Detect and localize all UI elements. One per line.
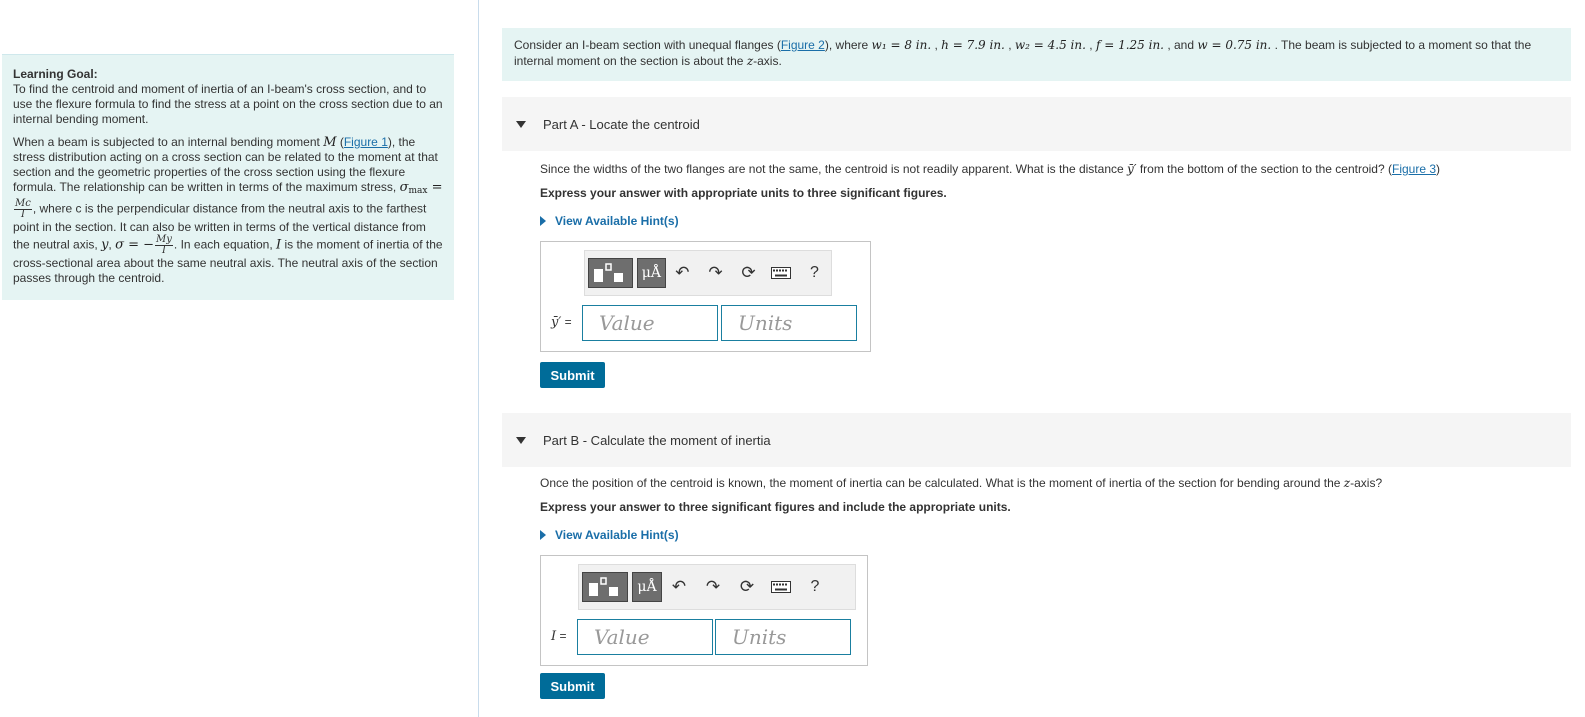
part-a-question: Since the widths of the two flanges are not the same, the centroid is not readily apparent. What is the distance ȳ′ from the bottom of the section to the centroid? (Figure 3) <box>540 162 1441 176</box>
templates-button[interactable] <box>588 258 633 288</box>
redo-icon[interactable]: ↷ <box>708 263 723 282</box>
column-divider <box>478 0 479 717</box>
w2-value: w₂ = 4.5 in. <box>1014 38 1086 52</box>
moment-symbol: M <box>323 135 337 150</box>
help-icon[interactable]: ? <box>810 578 820 595</box>
learning-goal-panel <box>2 54 454 300</box>
f-value: f = 1.25 in. <box>1095 38 1164 52</box>
intro-text: . The beam is subjected to a moment so that the internal moment on the section is about the <box>514 38 1532 68</box>
part-b-submit-button[interactable]: Submit <box>540 673 605 699</box>
ybar-symbol: ȳ′ <box>1127 162 1137 176</box>
part-b-header[interactable] <box>502 413 1571 467</box>
sigma-equation: σ = − <box>115 237 155 253</box>
equals-sign: = <box>427 180 443 195</box>
y-symbol: y <box>101 237 109 253</box>
reset-icon[interactable]: ⟳ <box>739 577 755 596</box>
goal-text-part: . In each equation, <box>173 237 276 252</box>
z-symbol: z <box>746 53 754 68</box>
intro-text: , <box>931 38 942 52</box>
part-b-instruction: Express your answer to three significant figures and include the appropriate units. <box>540 500 1011 514</box>
math-toolbar <box>578 564 856 610</box>
intro-text: ), where <box>824 38 872 52</box>
w1-value: w₁ = 8 in. <box>871 38 932 52</box>
part-a-instruction: Express your answer with appropriate units to three significant figures. <box>540 186 947 200</box>
part-b-question: Once the position of the centroid is known, the moment of inertia can be calculated. What is the moment of inertia of the section for bending around the z-axis? <box>540 476 1383 490</box>
collapse-triangle-icon[interactable] <box>516 121 526 128</box>
h-value: h = 7.9 in. <box>941 38 1005 52</box>
learning-goal-text: To find the centroid and moment of inertia of an I-beam's cross section, and to use the flexure formula to find the stress at a point on the cross section due to an internal bending moment. <box>13 82 443 126</box>
ybar-label: ȳ′ = <box>551 315 572 330</box>
expand-triangle-icon <box>540 216 546 226</box>
z-symbol: z <box>1343 476 1351 490</box>
part-a-hints-toggle[interactable]: View Available Hint(s) <box>540 214 679 228</box>
learning-goal-intro <box>13 67 443 127</box>
problem-intro <box>502 28 1571 81</box>
part-a-answer-box <box>540 241 871 352</box>
redo-icon[interactable]: ↷ <box>705 577 721 596</box>
goal-text-part: When a beam is subjected to an internal bending moment <box>13 135 324 149</box>
intro-text: , and <box>1164 38 1198 52</box>
value-input[interactable]: Value <box>577 619 713 655</box>
sigma-max-symbol: $\sigma_{max}$ <box>399 180 428 196</box>
part-a-submit-button[interactable]: Submit <box>540 362 605 388</box>
figure-3-link[interactable]: Figure 3 <box>1391 162 1437 176</box>
figure-2-link[interactable]: Figure 2 <box>780 38 825 52</box>
goal-text-part: , <box>108 237 116 252</box>
part-b-answer-box <box>540 555 868 666</box>
keyboard-icon[interactable] <box>765 258 798 288</box>
part-b-hints-toggle[interactable]: View Available Hint(s) <box>540 528 679 542</box>
goal-text-part: ), the stress distribution acting on a cross section can be related to the moment at that section and the geometric properties of the cross section using the flexure formula. The relationship can be written in terms of the maximum stress, <box>13 135 438 194</box>
reset-icon[interactable]: ⟳ <box>741 263 756 282</box>
intro-text: Consider an I-beam section with unequal flanges ( <box>514 38 781 52</box>
undo-icon[interactable]: ↶ <box>671 577 687 596</box>
w-value: w = 0.75 in. <box>1197 38 1272 52</box>
goal-text-part: , where c is the perpendicular distance from the neutral axis to the farthest point in the section. It can also be written in terms of the vertical distance from the neutral axis, <box>13 201 427 252</box>
undo-icon[interactable]: ↶ <box>675 263 690 282</box>
figure-1-link[interactable]: Figure 1 <box>343 135 388 149</box>
fraction-mc-over-i: $\frac{Mc}{I}$ <box>15 198 31 220</box>
inertia-label: I = <box>551 629 567 644</box>
units-symbol-button[interactable]: μÅ <box>637 258 666 288</box>
part-a-title: Part A - Locate the centroid <box>543 116 700 132</box>
collapse-triangle-icon[interactable] <box>516 437 526 444</box>
learning-goal-heading: Learning Goal: <box>13 67 98 81</box>
keyboard-icon[interactable] <box>764 572 798 602</box>
expand-triangle-icon <box>540 530 546 540</box>
learning-goal-description <box>13 135 443 286</box>
part-b-title: Part B - Calculate the moment of inertia <box>543 432 771 448</box>
math-toolbar <box>584 250 832 296</box>
value-input[interactable]: Value <box>582 305 718 341</box>
units-symbol-button[interactable]: μÅ <box>632 572 662 602</box>
units-input[interactable]: Units <box>715 619 851 655</box>
goal-text-part: ( <box>336 135 344 149</box>
help-icon[interactable]: ? <box>810 264 819 281</box>
goal-text-part: is the moment of inertia of the cross-sectional area about the same neutral axis. The neutral axis of the section passes through the centroid. <box>13 237 443 285</box>
inertia-symbol: I <box>276 237 282 253</box>
templates-button[interactable] <box>582 572 628 602</box>
fraction-my-over-i: $\frac{My}{I}$ <box>156 234 172 256</box>
intro-text: , <box>1004 38 1015 52</box>
part-a-header[interactable] <box>502 97 1571 151</box>
intro-text: -axis. <box>753 53 782 68</box>
intro-text: , <box>1085 38 1096 52</box>
units-input[interactable]: Units <box>721 305 857 341</box>
